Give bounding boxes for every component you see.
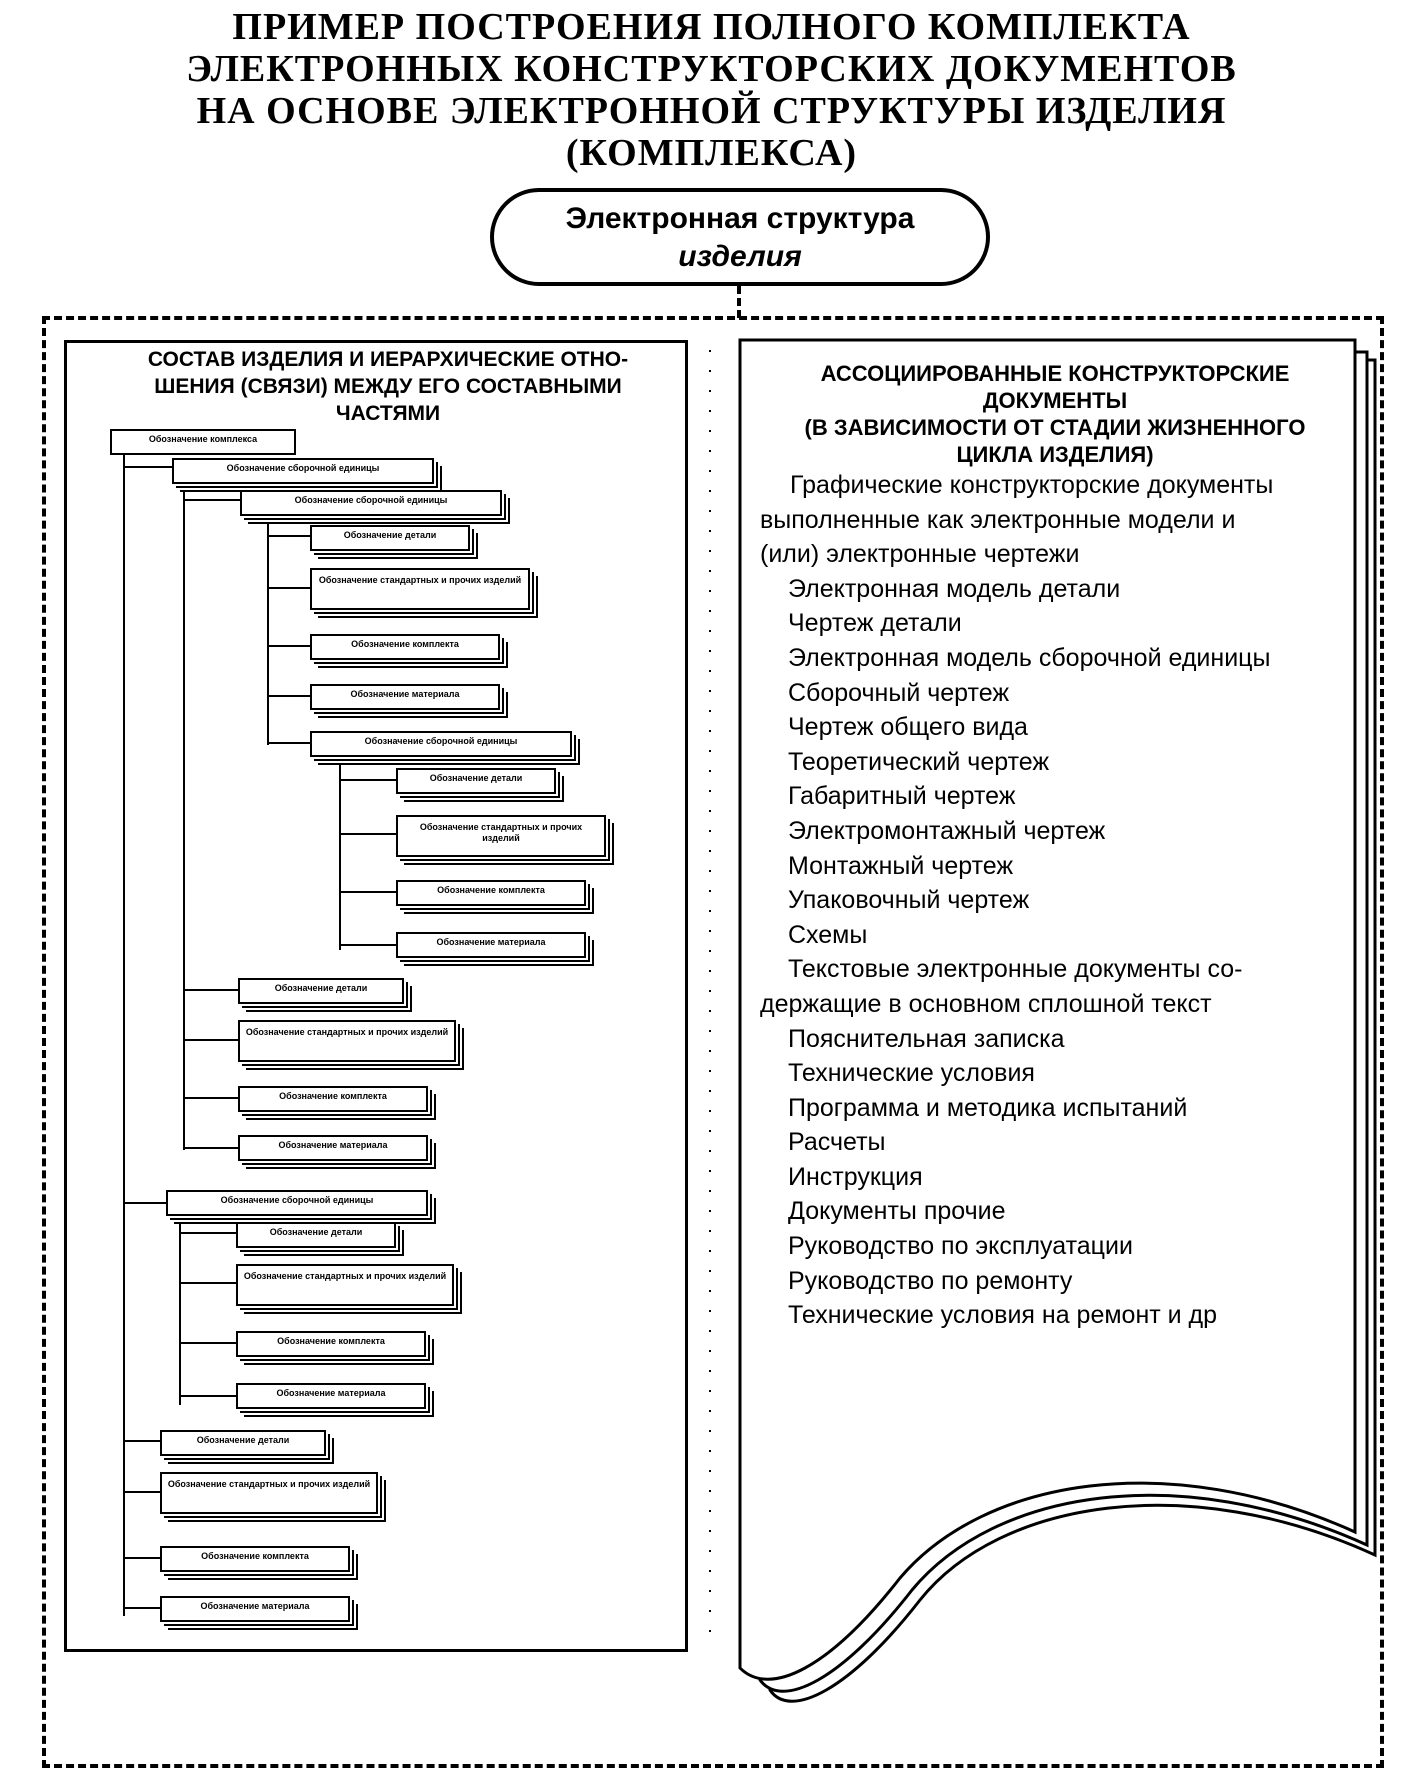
title-line-1: ПРИМЕР ПОСТРОЕНИЯ ПОЛНОГО КОМПЛЕКТА	[232, 6, 1191, 48]
root-node-line-2: изделия	[678, 240, 802, 273]
text-docs-intro-1: Текстовые электронные документы со-	[788, 955, 1243, 984]
text-doc-item: Программа и методика испытаний	[788, 1093, 1188, 1122]
tree-node-standard-items: Обозначение стандартных и прочих изделий	[160, 1472, 378, 1514]
documents-header-line-3: (В ЗАВИСИМОСТИ ОТ СТАДИИ ЖИЗНЕННОГО	[804, 415, 1306, 440]
graphic-doc-item: Теоретический чертеж	[788, 747, 1050, 776]
title-line-3: НА ОСНОВЕ ЭЛЕКТРОННОЙ СТРУКТУРЫ ИЗДЕЛИЯ	[196, 90, 1227, 132]
tree-node-part: Обозначение детали	[160, 1430, 326, 1456]
tree-node-kit: Обозначение комплекта	[236, 1331, 426, 1357]
tree-node-kit: Обозначение комплекта	[238, 1086, 428, 1112]
graphic-doc-item: Чертеж детали	[788, 609, 962, 638]
documents-header-line-4: ЦИКЛА ИЗДЕЛИЯ)	[956, 442, 1154, 467]
tree-node-standard-items: Обозначение стандартных и прочих изделий	[236, 1264, 454, 1306]
tree-node-kit: Обозначение комплекта	[310, 634, 500, 660]
root-node-line-1: Электронная структура	[565, 202, 915, 235]
tree-node-material: Обозначение материала	[310, 684, 500, 710]
documents-header-line-1: АССОЦИИРОВАННЫЕ КОНСТРУКТОРСКИЕ	[820, 361, 1290, 386]
title-line-2: ЭЛЕКТРОННЫХ КОНСТРУКТОРСКИХ ДОКУМЕНТОВ	[186, 48, 1237, 90]
tree-node-material: Обозначение материала	[238, 1135, 428, 1161]
graphic-docs-intro-1: Графические конструкторские документы	[790, 471, 1274, 499]
text-docs-intro-2: держащие в основном сплошной текст	[760, 989, 1212, 1018]
documents-header-line-2: ДОКУМЕНТЫ	[982, 388, 1128, 413]
graphic-doc-item: Схемы	[788, 920, 868, 949]
tree-node-part: Обозначение детали	[396, 768, 556, 794]
tree-node-standard-items: Обозначение стандартных и прочих изделий	[310, 568, 530, 610]
text-doc-item: Руководство по ремонту	[788, 1266, 1073, 1295]
tree-node-material: Обозначение материала	[160, 1596, 350, 1622]
graphic-docs-intro-3: (или) электронные чертежи	[760, 540, 1080, 569]
text-doc-item: Расчеты	[788, 1128, 886, 1157]
text-doc-item: Руководство по эксплуатации	[788, 1232, 1133, 1261]
tree-node-material: Обозначение материала	[236, 1383, 426, 1409]
text-doc-item: Инструкция	[788, 1162, 923, 1191]
tree-node-part: Обозначение детали	[310, 525, 470, 551]
graphic-doc-item: Упаковочный чертеж	[788, 886, 1030, 915]
graphic-doc-item: Сборочный чертеж	[788, 678, 1010, 707]
graphic-doc-item: Электромонтажный чертеж	[788, 816, 1106, 845]
graphic-doc-item: Электронная модель детали	[788, 574, 1121, 603]
graphic-doc-item: Электронная модель сборочной единицы	[788, 643, 1271, 672]
tree-node-assembly: Обозначение сборочной единицы	[240, 490, 502, 516]
text-doc-item: Технические условия на ремонт и др	[788, 1301, 1218, 1330]
tree-node-assembly: Обозначение сборочной единицы	[310, 731, 572, 757]
text-doc-item: Пояснительная записка	[788, 1024, 1065, 1053]
structure-header-line-2: ШЕНИЯ (СВЯЗИ) МЕЖДУ ЕГО СОСТАВНЫМИ	[154, 375, 622, 398]
title-line-4: (КОМПЛЕКСА)	[565, 132, 858, 174]
structure-header-line-3: ЧАСТЯМИ	[335, 402, 441, 425]
documents-list	[760, 360, 1350, 1333]
structure-header-line-1: СОСТАВ ИЗДЕЛИЯ И ИЕРАРХИЧЕСКИЕ ОТНО-	[147, 348, 629, 371]
tree-node-kit: Обозначение комплекта	[160, 1546, 350, 1572]
tree-node-material: Обозначение материала	[396, 932, 586, 958]
tree-node-assembly: Обозначение сборочной единицы	[172, 458, 434, 484]
text-doc-item: Документы прочие	[788, 1197, 1006, 1226]
tree-node-assembly: Обозначение сборочной единицы	[166, 1190, 428, 1216]
tree-node-part: Обозначение детали	[238, 978, 404, 1004]
text-doc-item: Технические условия	[788, 1059, 1035, 1088]
graphic-doc-item: Габаритный чертеж	[788, 782, 1016, 811]
graphic-doc-item: Чертеж общего вида	[788, 713, 1028, 742]
graphic-doc-item: Монтажный чертеж	[788, 851, 1014, 880]
tree-node-standard-items: Обозначение стандартных и прочих изделий	[238, 1020, 456, 1062]
tree-node-complex: Обозначение комплекса	[110, 429, 296, 455]
graphic-docs-intro-2: выполненные как электронные модели и	[760, 505, 1236, 534]
tree-node-part: Обозначение детали	[236, 1222, 396, 1248]
tree-node-kit: Обозначение комплекта	[396, 880, 586, 906]
tree-node-standard-items: Обозначение стандартных и прочих изделий	[396, 815, 606, 857]
